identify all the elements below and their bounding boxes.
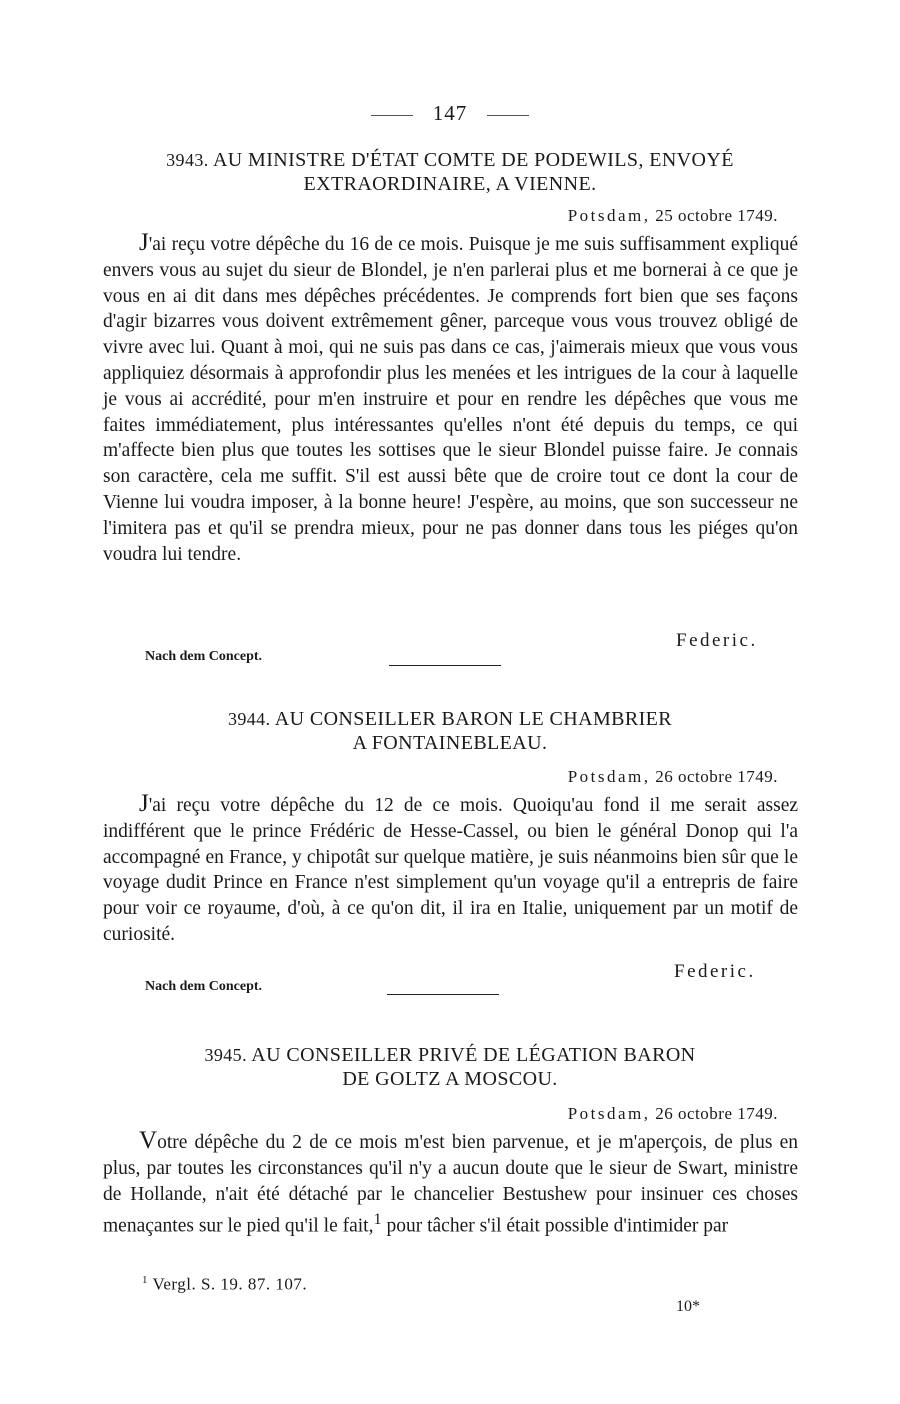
section-divider: [387, 994, 499, 995]
date-place: Potsdam,: [567, 1104, 651, 1123]
letter-source-3943: Nach dem Concept.: [145, 649, 263, 664]
letter-heading-3943: [100, 148, 800, 196]
letter-heading-3945: [100, 1043, 800, 1091]
letter-text: 'ai reçu votre dépêche du 16 de ce mois. Puisque je me suis suffisamment expliqué envers vous au sujet du sieur de Blondel, je n'en parlerai plus et me bornerai à ce que je vous en ai dit dans mes dépêches précédentes. Je comprends fort bien que ses façons d'agir bizarres vous doivent extrêmement gêner, parceque vous vous trouvez obligé de vivre avec lui. Quant à moi, qui ne suis pas dans ce cas, j'aimerais mieux que vous vous appliquiez désormais à approfondir plus les menées et les intrigues de la cour à laquelle je vous ai accrédité, pour m'en instruire et pour en rendre les dépêches que vous me faites immédiatement, plus intéressantes qu'elles n'ont été depuis du temps, ce qui m'affecte bien plus que toutes les sottises que le sieur Blondel puisse faire. Je connais son caractère, cela me suffit. S'il est aussi bête que de croire tout ce dont la cour de Vienne lui voudra imposer, à la bonne heure! J'espère, au moins, que son successeur ne l'imitera pas et qu'il se prendra mieux, pour ne pas donner dans tous les piéges qu'on voudra lui tendre.: [103, 234, 798, 565]
heading-line-1: AU CONSEILLER PRIVÉ DE LÉGATION BARON: [251, 1044, 696, 1066]
letter-date-3943: [568, 206, 778, 226]
letter-body-3943: [103, 230, 798, 567]
heading-line-1: AU CONSEILLER BARON LE CHAMBRIER: [274, 708, 673, 730]
date-place: Potsdam,: [567, 206, 651, 225]
footnote-text: Vergl. S. 19. 87. 107.: [152, 1274, 308, 1294]
letter-text-continued: pour tâcher s'il était possible d'intimider par: [381, 1215, 729, 1237]
heading-line-1: AU MINISTRE D'ÉTAT COMTE DE PODEWILS, ENVOYÉ: [212, 149, 734, 171]
letter-signature-3943: Federic.: [676, 630, 758, 651]
footnote-marker: 1: [142, 1274, 148, 1286]
heading-line-2: A FONTAINEBLEAU.: [352, 732, 548, 754]
footnote: [142, 1274, 307, 1295]
letter-text: 'ai reçu votre dépêche du 12 de ce mois. Quoiqu'au fond il me serait assez indifférent que le prince Frédéric de Hesse-Cassel, ou bien le général Donop qui l'a accompagné en France, y chipotât sur quelque matière, je suis néanmoins bien sûr que le voyage dudit Prince en France n'est simplement qu'un voyage qu'il a entrepris de faire pour voir ce royaume, d'où, à ce qu'on dit, il ira en Italie, uniquement par un motif de curiosité.: [103, 795, 798, 945]
letter-number: 3945.: [204, 1045, 247, 1065]
letter-date-3944: [568, 767, 778, 787]
printer-signature-mark: 10*: [676, 1298, 700, 1315]
page-number-rule-right: [487, 115, 529, 116]
heading-line-2: EXTRAORDINAIRE, A VIENNE.: [303, 173, 597, 195]
footnote-reference: 1: [373, 1210, 382, 1229]
letter-heading-3944: [100, 707, 800, 755]
letter-source-3944: Nach dem Concept.: [145, 979, 263, 994]
letter-body-3944: [103, 791, 798, 948]
date-value: 26 octobre 1749.: [655, 767, 778, 786]
page-number: [0, 101, 900, 126]
drop-letter: J: [139, 229, 149, 256]
section-divider: [389, 665, 501, 666]
date-value: 26 octobre 1749.: [655, 1104, 778, 1123]
drop-letter: J: [139, 790, 149, 817]
letter-number: 3944.: [227, 709, 271, 729]
drop-letter: V: [139, 1127, 158, 1154]
letter-number: 3943.: [166, 150, 209, 170]
page-number-text: 147: [432, 101, 468, 125]
date-place: Potsdam,: [567, 767, 651, 786]
date-value: 25 octobre 1749.: [655, 206, 778, 225]
page-number-rule-left: [371, 115, 413, 116]
heading-line-2: DE GOLTZ A MOSCOU.: [342, 1068, 558, 1090]
letter-signature-3944: Federic.: [674, 961, 756, 982]
letter-body-3945: [103, 1128, 798, 1240]
letter-date-3945: [568, 1104, 778, 1124]
letter-text: otre dépêche du 2 de ce mois m'est bien parvenue, et je m'aperçois, de plus en plus, par toutes les circonstances qu'il n'y a aucun doute que le sieur de Swart, ministre de Hollande, n'ait été détaché par le chancelier Bestushew pour insinuer ces choses menaçantes sur le pied qu'il le fait,: [103, 1132, 798, 1237]
